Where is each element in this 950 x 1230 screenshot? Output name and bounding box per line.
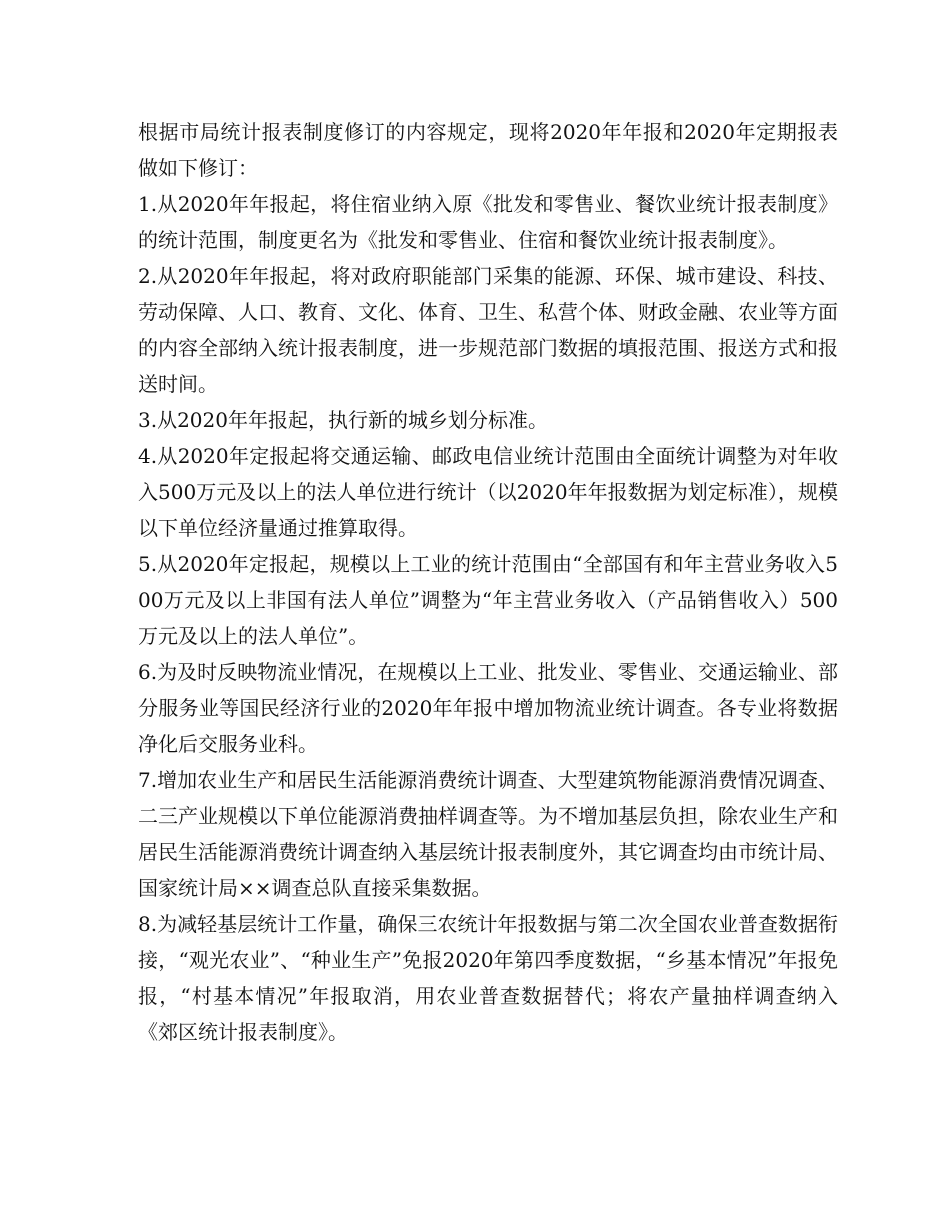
- item-1-paragraph: 1.从2020年年报起，将住宿业纳入原《批发和零售业、餐饮业统计报表制度》的统计范围，制度更名为《批发和零售业、住宿和餐饮业统计报表制度》。: [138, 192, 838, 252]
- item-5-paragraph: 5.从2020年定报起，规模以上工业的统计范围由“全部国有和年主营业务收入500万元及以上非国有法人单位”调整为“年主营业务收入（产品销售收入）500万元及以上的法人单位”。: [138, 552, 838, 648]
- item-2-paragraph: 2.从2020年年报起，将对政府职能部门采集的能源、环保、城市建设、科技、劳动保障、人口、教育、文化、体育、卫生、私营个体、财政金融、农业等方面的内容全部纳入统计报表制度，进一步规范部门数据的填报范围、报送方式和报送时间。: [138, 264, 838, 396]
- item-7-paragraph: 7.增加农业生产和居民生活能源消费统计调查、大型建筑物能源消费情况调查、二三产业规模以下单位能源消费抽样调查等。为不增加基层负担，除农业生产和居民生活能源消费统计调查纳入基层统计报表制度外，其它调查均由市统计局、国家统计局××调查总队直接采集数据。: [138, 768, 838, 900]
- item-3-paragraph: 3.从2020年年报起，执行新的城乡划分标准。: [138, 408, 548, 432]
- item-4-paragraph: 4.从2020年定报起将交通运输、邮政电信业统计范围由全面统计调整为对年收入500万元及以上的法人单位进行统计（以2020年年报数据为划定标准），规模以下单位经济量通过推算取得。: [138, 444, 838, 540]
- item-8-paragraph: 8.为减轻基层统计工作量，确保三农统计年报数据与第二次全国农业普查数据衔接，“观光农业”、“种业生产”免报2020年第四季度数据，“乡基本情况”年报免报，“村基本情况”年报取消，用农业普查数据替代；将农产量抽样调查纳入《郊区统计报表制度》。: [138, 912, 838, 1044]
- intro-paragraph: 根据市局统计报表制度修订的内容规定，现将2020年年报和2020年定期报表做如下修订：: [138, 120, 838, 180]
- document-body: [138, 114, 838, 1050]
- item-6-paragraph: 6.为及时反映物流业情况，在规模以上工业、批发业、零售业、交通运输业、部分服务业等国民经济行业的2020年年报中增加物流业统计调查。各专业将数据净化后交服务业科。: [138, 660, 838, 756]
